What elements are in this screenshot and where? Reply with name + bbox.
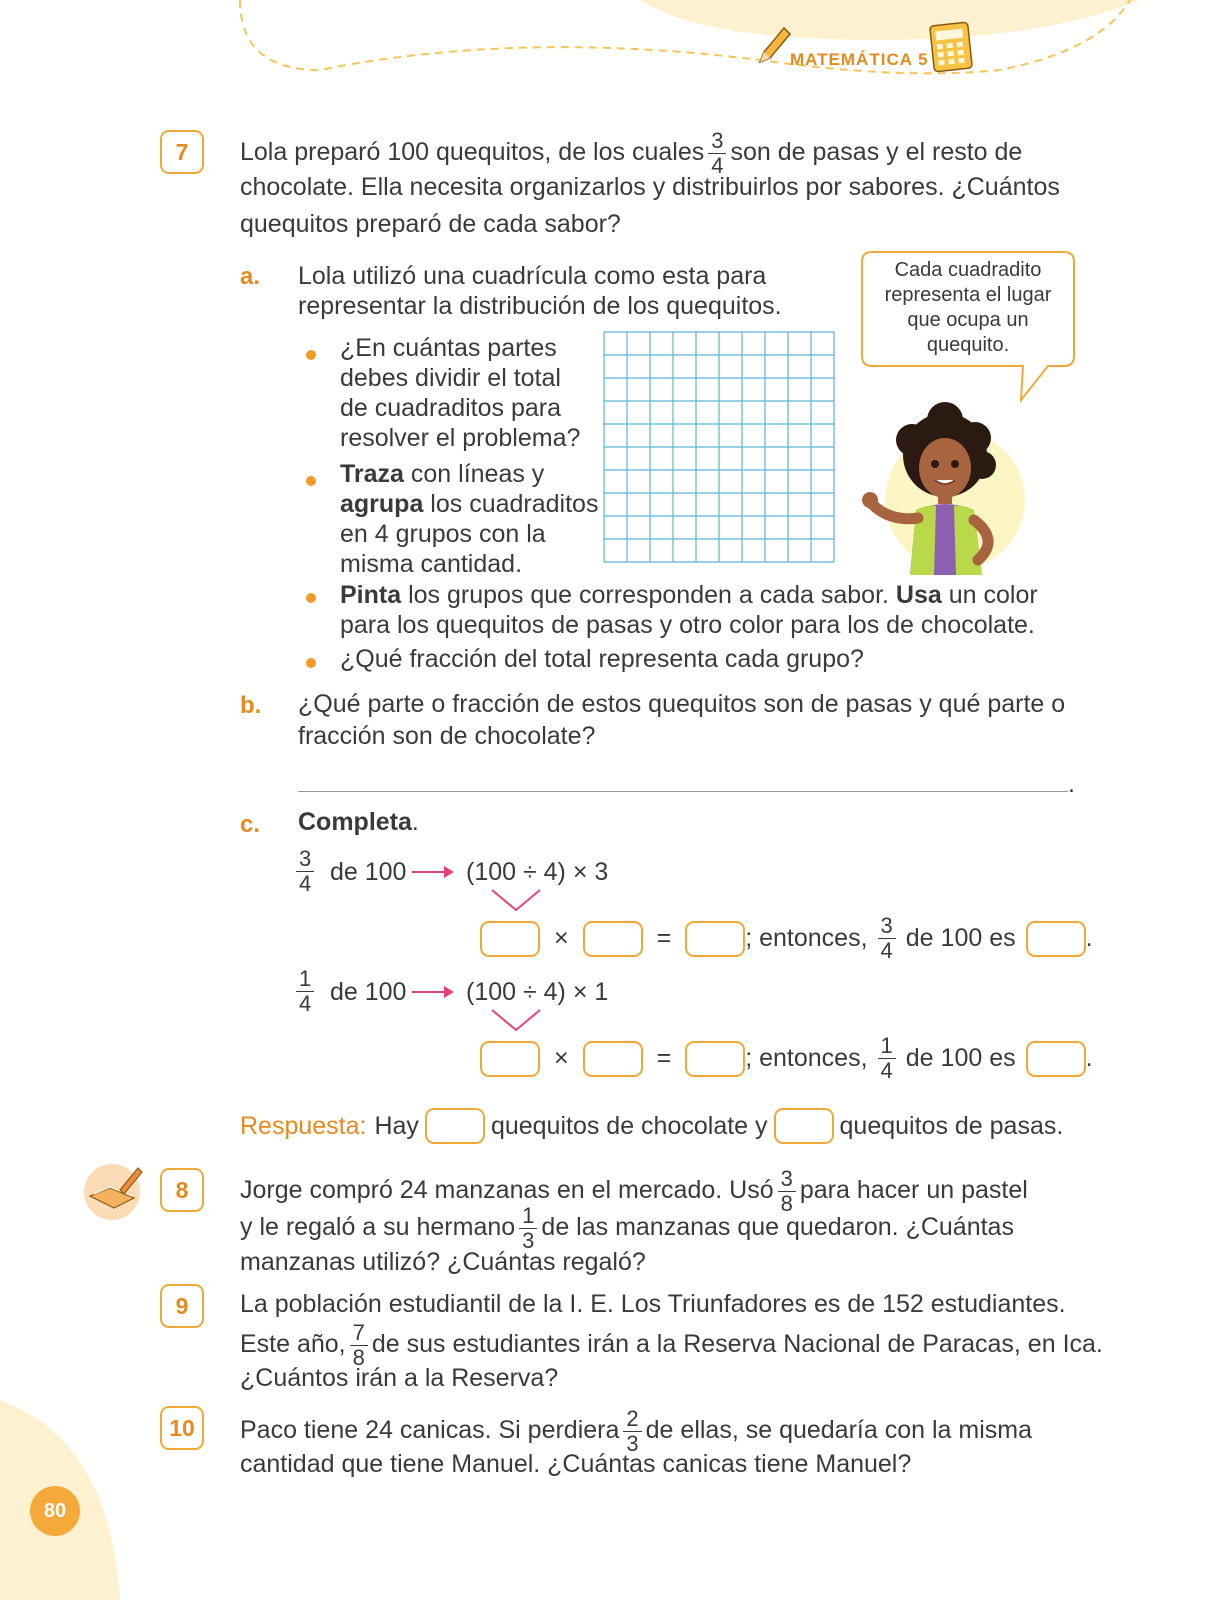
answer-box[interactable] xyxy=(685,921,745,957)
bullet-1-text: ¿En cuántas partes debes dividir el total de cuadraditos para resolver el problema? xyxy=(340,334,581,452)
calculator-icon xyxy=(926,20,976,74)
arrow-right-icon xyxy=(410,982,456,1002)
answer-box[interactable] xyxy=(425,1108,485,1144)
answer-box[interactable] xyxy=(774,1108,834,1144)
bullet-dot xyxy=(306,476,316,486)
part-c-title: Completa. xyxy=(298,808,419,836)
subject-label: MATEMÁTICA 5 xyxy=(790,50,929,69)
header-decoration xyxy=(0,0,1215,110)
problem-8-number: 8 xyxy=(160,1168,204,1212)
bullet-2-text: Traza con líneas y agrupa los cuadraditos en 4 grupos con la misma cantidad. xyxy=(340,460,599,578)
check-v-icon xyxy=(488,886,548,914)
row1-de100: de 100 xyxy=(330,858,407,886)
square-grid[interactable] xyxy=(603,331,835,563)
problem-7-line3: quequitos preparó de cada sabor? xyxy=(240,210,621,238)
problem-8-line1: Jorge compró 24 manzanas en el mercado. Usó $\frac{3}{8}$ para hacer un pastel xyxy=(240,1166,1028,1216)
row2-de100: de 100 xyxy=(330,978,407,1006)
page-number: 80 xyxy=(30,1486,80,1536)
problem-10-number: 10 xyxy=(160,1406,204,1450)
problem-7-line1: Lola preparó 100 quequitos, de los cuales $\frac{3}{4}$ son de pasas y el resto de xyxy=(240,128,1023,178)
part-b-line2: fracción son de chocolate? xyxy=(298,722,596,750)
bullet-4-text: ¿Qué fracción del total representa cada grupo? xyxy=(340,645,864,673)
row1-equation: × = ; entonces, $\frac{3}{4}$ de 100 es . xyxy=(480,915,1093,962)
answer-box[interactable] xyxy=(480,921,540,957)
answer-line[interactable] xyxy=(298,791,1068,792)
row2-expression: (100 ÷ 4) × 1 xyxy=(466,978,609,1006)
answer-box[interactable] xyxy=(480,1041,540,1077)
book-pencil-icon xyxy=(80,1160,150,1222)
problem-8-line2: y le regaló a su hermano $\frac{1}{3}$ de las manzanas que quedaron. ¿Cuántas xyxy=(240,1203,1014,1253)
fraction-3-4: $\frac{3}{4}$ xyxy=(708,130,726,177)
problem-9-line2: Este año, $\frac{7}{8}$ de sus estudiantes irán a la Reserva Nacional de Paracas, en Ica. xyxy=(240,1320,1103,1370)
problem-10-line1: Paco tiene 24 canicas. Si perdiera $\frac{2}{3}$ de ellas, se quedaría con la misma xyxy=(240,1406,1032,1456)
answer-sentence: Respuesta: Hay quequitos de chocolate y quequitos de pasas. xyxy=(240,1108,1063,1144)
problem-9-line3: ¿Cuántos irán a la Reserva? xyxy=(240,1364,559,1392)
part-a-letter: a. xyxy=(240,263,261,290)
part-a-line2: representar la distribución de los quequitos. xyxy=(298,292,782,320)
part-c-letter: c. xyxy=(240,811,261,838)
answer-box[interactable] xyxy=(583,1041,643,1077)
row1-fraction: $\frac{3}{4}$ xyxy=(292,848,318,895)
answer-box[interactable] xyxy=(583,921,643,957)
check-v-icon xyxy=(488,1006,548,1034)
pencil-icon xyxy=(752,22,792,68)
problem-9-line1: La población estudiantil de la I. E. Los Triunfadores es de 152 estudiantes. xyxy=(240,1290,1066,1318)
problem-7-line2: chocolate. Ella necesita organizarlos y distribuirlos por sabores. ¿Cuántos xyxy=(240,173,1060,201)
problem-7-number: 7 xyxy=(160,130,204,174)
answer-box[interactable] xyxy=(1026,921,1086,957)
girl-illustration xyxy=(850,400,1030,575)
answer-box[interactable] xyxy=(1026,1041,1086,1077)
arrow-right-icon xyxy=(410,862,456,882)
speech-bubble-text: Cada cuadradito representa el lugar que ocupa un quequito. xyxy=(884,259,1052,356)
part-b-line1: ¿Qué parte o fracción de estos quequitos son de pasas y qué parte o xyxy=(298,690,1066,718)
bullet-dot xyxy=(306,593,316,603)
answer-box[interactable] xyxy=(685,1041,745,1077)
row2-equation: × = ; entonces, $\frac{1}{4}$ de 100 es . xyxy=(480,1035,1093,1082)
part-b-letter: b. xyxy=(240,692,262,719)
problem-8-line3: manzanas utilizó? ¿Cuántas regaló? xyxy=(240,1248,646,1276)
answer-line-dot: . xyxy=(1068,770,1075,798)
bullet-3-text: Pinta los grupos que corresponden a cada sabor. Usa un color para los quequitos de pasas y otro color para los de chocolate. xyxy=(340,581,1038,639)
row2-fraction: $\frac{1}{4}$ xyxy=(292,968,318,1015)
problem-9-number: 9 xyxy=(160,1284,204,1328)
problem-10-line2: cantidad que tiene Manuel. ¿Cuántas canicas tiene Manuel? xyxy=(240,1450,912,1478)
bullet-dot xyxy=(306,350,316,360)
part-a-line1: Lola utilizó una cuadrícula como esta para xyxy=(298,262,767,290)
bullet-dot xyxy=(306,658,316,668)
row1-expression: (100 ÷ 4) × 3 xyxy=(466,858,609,886)
